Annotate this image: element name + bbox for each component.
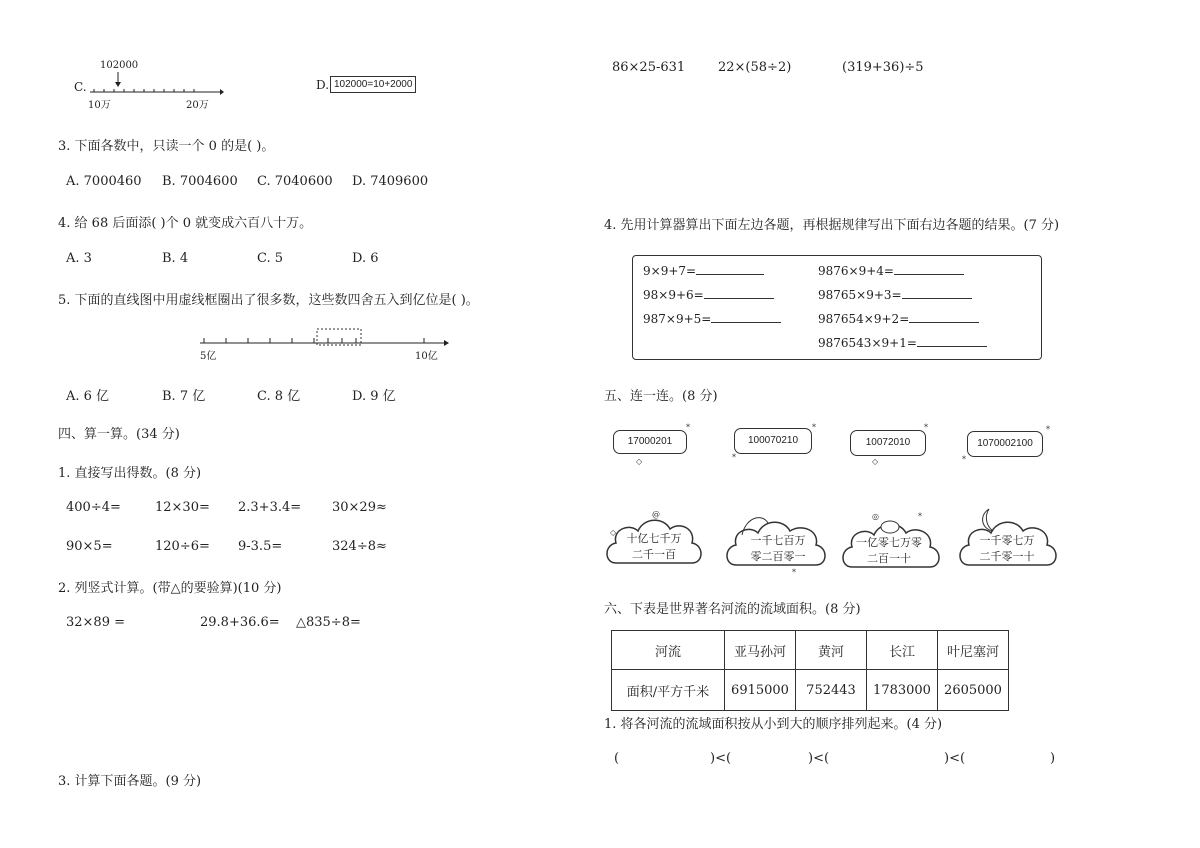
calc-right-row-3 (818, 312, 979, 326)
answer-blank[interactable] (894, 274, 964, 275)
table-header-cell: 叶尼塞河 (938, 631, 1009, 670)
option-c-label: C. (74, 80, 87, 94)
q4-text: 4. 给 68 后面添( )个 0 就变成六百八十万。 (58, 216, 313, 231)
option-d-box: 102000=10+2000 (330, 76, 416, 93)
table-cell: 752443 (796, 670, 867, 711)
q3-option-b[interactable]: B. 7004600 (162, 174, 238, 189)
svg-text:◎: ◎ (872, 512, 879, 521)
river-area-table (611, 630, 1009, 711)
svg-text:*: * (792, 568, 796, 577)
svg-text:*: * (732, 453, 736, 462)
line-end-label: 10亿 (415, 351, 438, 362)
number-bubble-4[interactable]: 1070002100 (967, 431, 1043, 457)
calc-left-1: 9×9+7= (643, 264, 697, 278)
calc-right-3: 987654×9+2= (818, 312, 910, 326)
arrow-value-label: 102000 (100, 60, 139, 71)
expr-1: 86×25-631 (612, 60, 686, 75)
calc-right-2: 98765×9+3= (818, 288, 902, 302)
q5-option-c[interactable]: C. 8 亿 (257, 389, 301, 404)
mental-calc-1: 400÷4= (66, 500, 121, 515)
table-cell: 6915000 (725, 670, 796, 711)
cloud-4[interactable] (962, 533, 1052, 565)
svg-text:◇: ◇ (872, 457, 879, 466)
cloud-4-line-2: 二千零一十 (979, 550, 1035, 563)
expr-2: 22×(58÷2) (718, 60, 792, 75)
answer-blank[interactable] (711, 322, 781, 323)
calc-left-row-3 (643, 312, 781, 326)
answer-blank[interactable] (704, 298, 774, 299)
q3-option-a[interactable]: A. 7000460 (66, 174, 142, 189)
mental-calc-2: 12×30= (155, 500, 210, 515)
cloud-1-line-1: 十亿七千万 (626, 532, 682, 545)
mental-calc-8: 324÷8≈ (332, 539, 387, 554)
order-lt-2: )<( (808, 751, 830, 766)
q4-option-b[interactable]: B. 4 (162, 251, 189, 266)
table-header-cell: 黄河 (796, 631, 867, 670)
section4-title: 四、算一算。(34 分) (58, 427, 180, 442)
expr-3: (319+36)÷5 (842, 60, 924, 75)
cloud-1[interactable] (612, 531, 696, 563)
cloud-1-line-2: 二千一百 (632, 548, 676, 561)
number-bubble-1[interactable]: 17000201 (613, 430, 687, 454)
number-bubble-3[interactable]: 10072010 (850, 430, 926, 456)
order-lt-3: )<( (944, 751, 966, 766)
svg-text:◇: ◇ (636, 457, 643, 466)
mental-calc-3: 2.3+3.4= (238, 500, 302, 515)
q5-option-a[interactable]: A. 6 亿 (66, 389, 110, 404)
tick-end-label: 20万 (186, 100, 209, 111)
sparkle-icons (606, 420, 1056, 470)
answer-blank[interactable] (909, 322, 979, 323)
s4-q1-title: 1. 直接写出得数。(8 分) (58, 466, 202, 481)
table-header-cell: 河流 (612, 631, 725, 670)
svg-text:*: * (812, 423, 816, 432)
table-row (612, 631, 1009, 670)
svg-text:◇: ◇ (610, 528, 617, 537)
section5-title: 五、连一连。(8 分) (604, 389, 718, 404)
table-row (612, 670, 1009, 711)
table-cell: 2605000 (938, 670, 1009, 711)
svg-text:*: * (918, 512, 922, 521)
section6-title: 六、下表是世界著名河流的流域面积。(8 分) (604, 602, 861, 617)
svg-text:*: * (1046, 425, 1050, 434)
svg-text:@: @ (652, 510, 660, 519)
q3-text: 3. 下面各数中，只读一个 0 的是( )。 (58, 139, 275, 154)
s4-q3-title: 3. 计算下面各题。(9 分) (58, 774, 202, 789)
order-paren-1: ( (614, 751, 620, 766)
tick-start-label: 10万 (88, 100, 111, 111)
q3-option-c[interactable]: C. 7040600 (257, 174, 333, 189)
calc-left-3: 987×9+5= (643, 312, 712, 326)
vertical-calc-2: 29.8+36.6= (200, 615, 280, 630)
cloud-2-line-2: 零二百零一 (750, 550, 806, 563)
vertical-calc-1: 32×89 = (66, 615, 126, 630)
mental-calc-5: 90×5= (66, 539, 113, 554)
mental-calc-6: 120÷6= (155, 539, 210, 554)
option-d-label: D. (316, 78, 330, 92)
calc-right-row-2 (818, 288, 972, 302)
q5-option-d[interactable]: D. 9 亿 (352, 389, 396, 404)
cloud-4-line-1: 一千零七万 (979, 534, 1035, 547)
q4-option-a[interactable]: A. 3 (66, 251, 92, 266)
number-line-10w-20w (88, 72, 224, 98)
calc-right-row-4 (818, 336, 987, 350)
order-paren-end: ) (1050, 751, 1056, 766)
order-lt-1: )<( (710, 751, 732, 766)
cloud-2[interactable] (732, 533, 824, 565)
s4-q2-title: 2. 列竖式计算。(带△的要验算)(10 分) (58, 581, 282, 596)
vertical-calc-3: △835÷8= (296, 615, 361, 630)
answer-blank[interactable] (696, 274, 764, 275)
line-start-label: 5亿 (200, 351, 217, 362)
number-bubble-2[interactable]: 100070210 (734, 428, 812, 454)
calc-left-2: 98×9+6= (643, 288, 704, 302)
number-line-5y-10y (196, 326, 450, 350)
table-cell: 面积/平方千米 (612, 670, 725, 711)
calc-right-row-1 (818, 264, 964, 278)
calc-right-4: 9876543×9+1= (818, 336, 917, 350)
r-q4-title: 4. 先用计算器算出下面左边各题，再根据规律写出下面右边各题的结果。(7 分) (604, 218, 1060, 233)
answer-blank[interactable] (902, 298, 972, 299)
calc-right-1: 9876×9+4= (818, 264, 894, 278)
q3-option-d[interactable]: D. 7409600 (352, 174, 429, 189)
svg-text:*: * (962, 455, 966, 464)
table-cell: 1783000 (867, 670, 938, 711)
cloud-3-line-1: 一亿零七万零 (856, 536, 922, 549)
table-header-cell: 亚马孙河 (725, 631, 796, 670)
answer-blank[interactable] (917, 346, 987, 347)
svg-text:*: * (686, 423, 690, 432)
mental-calc-4: 30×29≈ (332, 500, 387, 515)
s6-q1-title: 1. 将各河流的流域面积按从小到大的顺序排列起来。(4 分) (604, 717, 943, 732)
q4-option-d[interactable]: D. 6 (352, 251, 379, 266)
svg-text:*: * (924, 423, 928, 432)
calc-left-row-2 (643, 288, 774, 302)
mental-calc-7: 9-3.5= (238, 539, 283, 554)
q4-option-c[interactable]: C. 5 (257, 251, 284, 266)
q5-option-b[interactable]: B. 7 亿 (162, 389, 206, 404)
cloud-3-line-2: 二百一十 (867, 552, 911, 565)
cloud-3[interactable] (844, 535, 934, 567)
q5-text: 5. 下面的直线图中用虚线框圈出了很多数，这些数四舍五入到亿位是( )。 (58, 293, 479, 308)
cloud-2-line-1: 一千七百万 (750, 534, 806, 547)
table-header-cell: 长江 (867, 631, 938, 670)
calc-left-row-1 (643, 264, 764, 278)
